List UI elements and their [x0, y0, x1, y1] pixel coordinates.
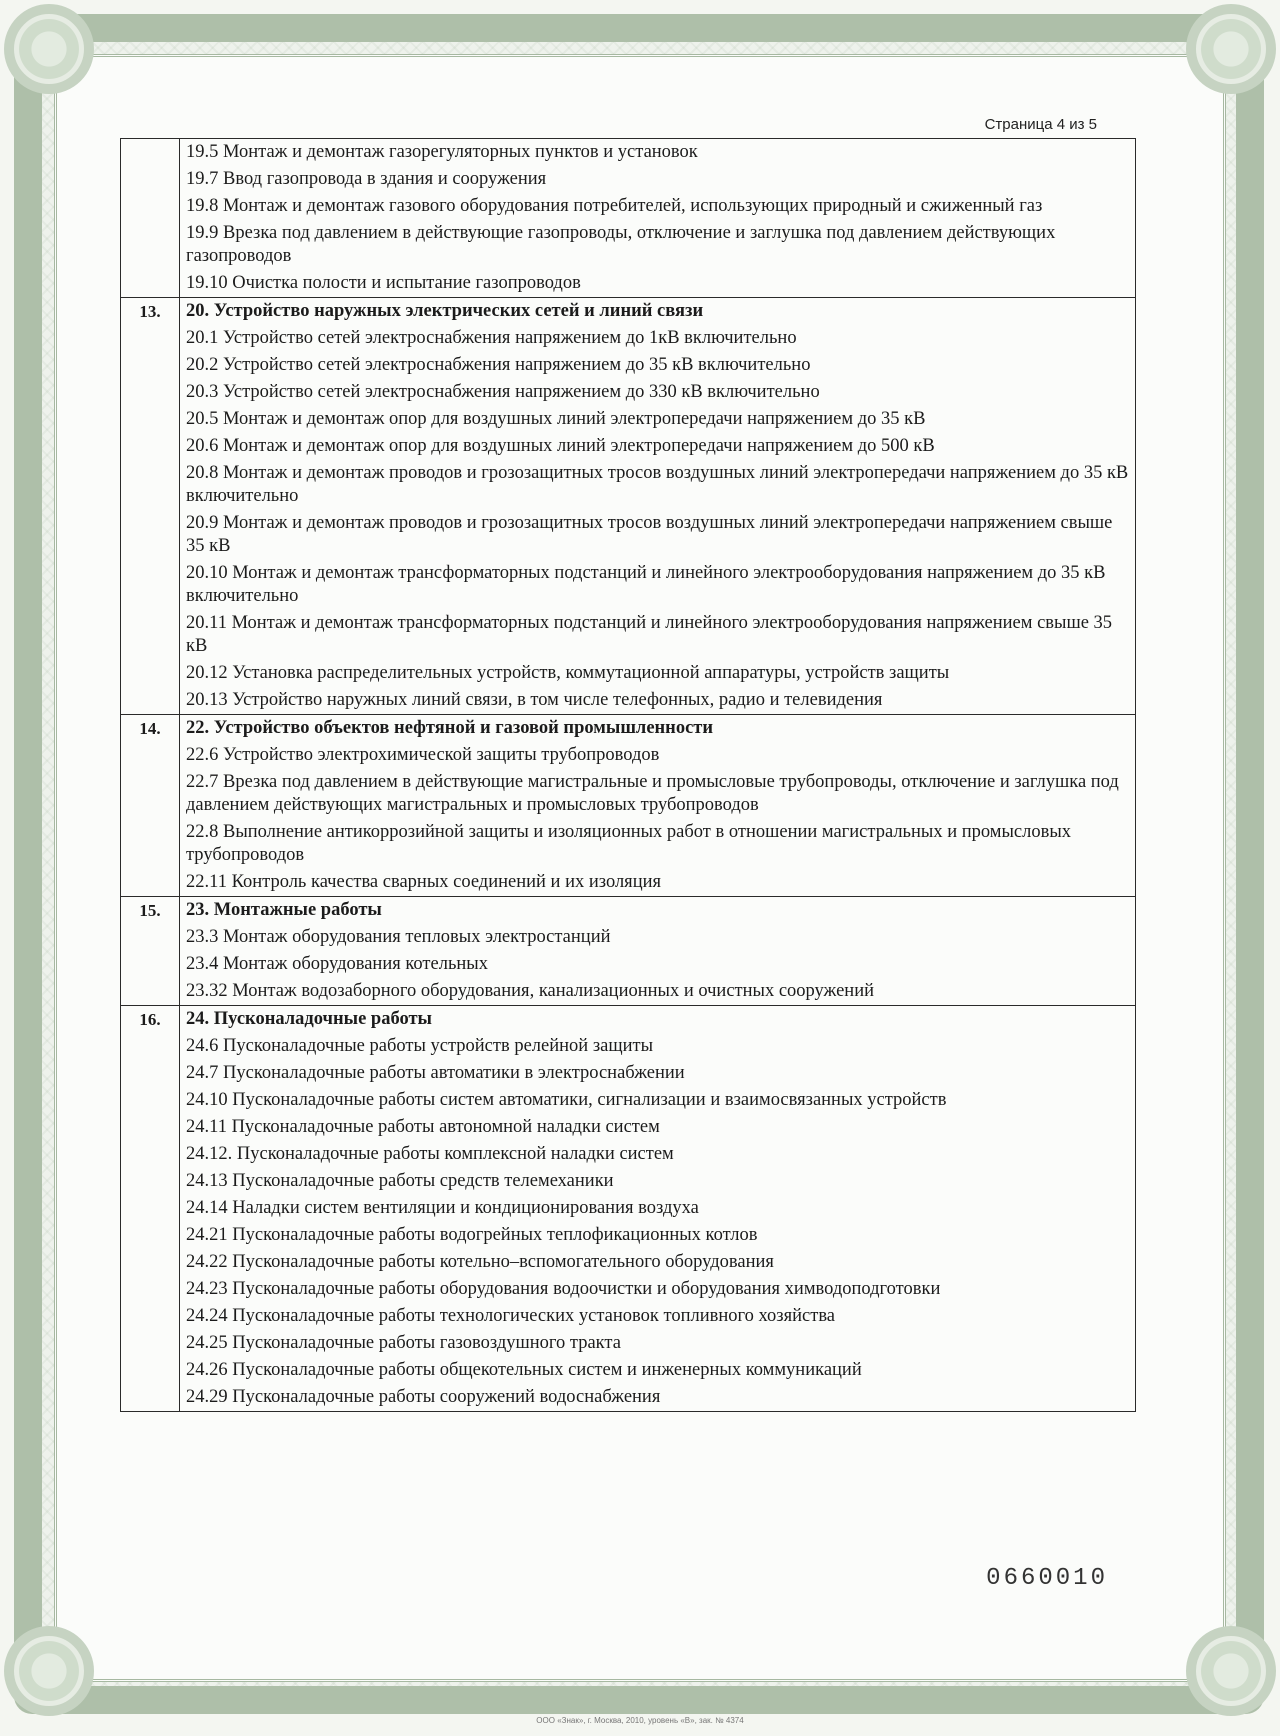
corner-ornament-top-left: [4, 4, 94, 94]
list-item: 20.8 Монтаж и демонтаж проводов и грозозащитных тросов воздушных линий электропередачи напряжением до 35 кВ включительно: [179, 460, 1135, 510]
list-item: 23.4 Монтаж оборудования котельных: [179, 951, 1135, 978]
list-item: 20.9 Монтаж и демонтаж проводов и грозозащитных тросов воздушных линий электропередачи напряжением свыше 35 кВ: [179, 510, 1135, 560]
works-table: [120, 138, 1136, 1412]
row-items: [180, 139, 1136, 298]
list-item: 24.14 Наладки систем вентиляции и кондиционирования воздуха: [179, 1195, 1135, 1222]
list-item: 24.13 Пусконаладочные работы средств телемеханики: [179, 1168, 1135, 1195]
list-item: 24.10 Пусконаладочные работы систем автоматики, сигнализации и взаимосвязанных устройств: [179, 1087, 1135, 1114]
row-items: [180, 897, 1136, 1006]
list-item: 24.23 Пусконаладочные работы оборудования водоочистки и оборудования химводоподготовки: [179, 1276, 1135, 1303]
list-item: 24.21 Пусконаладочные работы водогрейных теплофикационных котлов: [179, 1222, 1135, 1249]
page-number: Страница 4 из 5: [984, 116, 1097, 133]
row-number: 14.: [121, 715, 180, 897]
list-item: 23.32 Монтаж водозаборного оборудования, канализационных и очистных сооружений: [179, 978, 1135, 1005]
list-item: 24.29 Пусконаладочные работы сооружений водоснабжения: [179, 1384, 1135, 1411]
list-item: 23.3 Монтаж оборудования тепловых электростанций: [179, 924, 1135, 951]
list-item: 19.9 Врезка под давлением в действующие газопроводы, отключение и заглушка под давлением действующих газопроводов: [179, 220, 1135, 270]
row-items: [180, 715, 1136, 897]
list-item: 20.10 Монтаж и демонтаж трансформаторных подстанций и линейного электрооборудования напряжением до 35 кВ включительно: [179, 560, 1135, 610]
row-items: [180, 1006, 1136, 1412]
list-item: 19.8 Монтаж и демонтаж газового оборудования потребителей, использующих природный и сжиженный газ: [179, 193, 1135, 220]
row-items: [180, 298, 1136, 715]
list-item: 20.12 Установка распределительных устройств, коммутационной аппаратуры, устройств защиты: [179, 660, 1135, 687]
printer-imprint: ООО «Знак», г. Москва, 2010, уровень «В», зак. № 4374: [536, 1716, 744, 1725]
section-heading: 23. Монтажные работы: [179, 897, 1135, 924]
row-number: [121, 139, 180, 298]
section-heading: 24. Пусконаладочные работы: [179, 1006, 1135, 1033]
list-item: 24.24 Пусконаладочные работы технологических установок топливного хозяйства: [179, 1303, 1135, 1330]
list-item: 24.26 Пусконаладочные работы общекотельных систем и инженерных коммуникаций: [179, 1357, 1135, 1384]
list-item: 24.6 Пусконаладочные работы устройств релейной защиты: [179, 1033, 1135, 1060]
list-item: 19.10 Очистка полости и испытание газопроводов: [179, 270, 1135, 297]
row-number: 13.: [121, 298, 180, 715]
corner-ornament-bottom-right: [1186, 1626, 1276, 1716]
list-item: 20.5 Монтаж и демонтаж опор для воздушных линий электропередачи напряжением до 35 кВ: [179, 406, 1135, 433]
list-item: 20.13 Устройство наружных линий связи, в том числе телефонных, радио и телевидения: [179, 687, 1135, 714]
table-row: [121, 139, 1136, 298]
list-item: 20.3 Устройство сетей электроснабжения напряжением до 330 кВ включительно: [179, 379, 1135, 406]
list-item: 22.11 Контроль качества сварных соединений и их изоляция: [179, 869, 1135, 896]
corner-ornament-top-right: [1186, 4, 1276, 94]
serial-number: 0660010: [986, 1565, 1108, 1592]
list-item: 22.7 Врезка под давлением в действующие магистральные и промысловые трубопроводы, отключение и заглушка под давлением действующих магистральных и промысловых трубопроводов: [179, 769, 1135, 819]
list-item: 24.25 Пусконаладочные работы газовоздушного тракта: [179, 1330, 1135, 1357]
list-item: 20.2 Устройство сетей электроснабжения напряжением до 35 кВ включительно: [179, 352, 1135, 379]
list-item: 19.7 Ввод газопровода в здания и сооружения: [179, 166, 1135, 193]
list-item: 20.11 Монтаж и демонтаж трансформаторных подстанций и линейного электрооборудования напряжением свыше 35 кВ: [179, 610, 1135, 660]
list-item: 24.7 Пусконаладочные работы автоматики в электроснабжении: [179, 1060, 1135, 1087]
list-item: 20.1 Устройство сетей электроснабжения напряжением до 1кВ включительно: [179, 325, 1135, 352]
row-number: 16.: [121, 1006, 180, 1412]
list-item: 19.5 Монтаж и демонтаж газорегуляторных пунктов и установок: [179, 139, 1135, 166]
list-item: 22.8 Выполнение антикоррозийной защиты и изоляционных работ в отношении магистральных и промысловых трубопроводов: [179, 819, 1135, 869]
table-row: [121, 897, 1136, 1006]
corner-ornament-bottom-left: [4, 1626, 94, 1716]
table-row: [121, 298, 1136, 715]
section-heading: 20. Устройство наружных электрических сетей и линий связи: [179, 298, 1135, 325]
list-item: 24.11 Пусконаладочные работы автономной наладки систем: [179, 1114, 1135, 1141]
row-number: 15.: [121, 897, 180, 1006]
list-item: 24.22 Пусконаладочные работы котельно–вспомогательного оборудования: [179, 1249, 1135, 1276]
table-row: [121, 715, 1136, 897]
list-item: 24.12. Пусконаладочные работы комплексной наладки систем: [179, 1141, 1135, 1168]
section-heading: 22. Устройство объектов нефтяной и газовой промышленности: [179, 715, 1135, 742]
list-item: 22.6 Устройство электрохимической защиты трубопроводов: [179, 742, 1135, 769]
list-item: 20.6 Монтаж и демонтаж опор для воздушных линий электропередачи напряжением до 500 кВ: [179, 433, 1135, 460]
table-row: [121, 1006, 1136, 1412]
